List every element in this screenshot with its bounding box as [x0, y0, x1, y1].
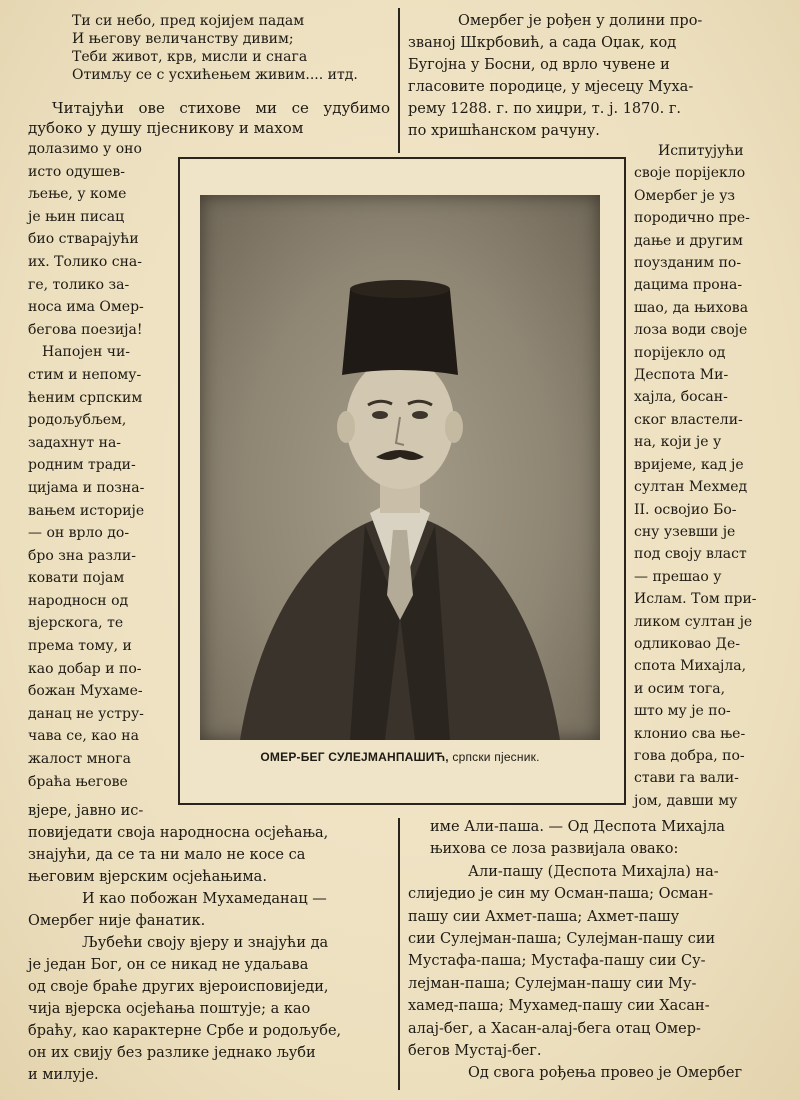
text-line: лоза води своје	[634, 322, 748, 339]
poem-line: Ти си небо, пред којијем падам	[72, 13, 305, 29]
text-line: Бугојна у Босни, од врло чувене и	[408, 57, 670, 73]
column-rule-top	[398, 8, 400, 153]
text-line: спота Михајла,	[634, 658, 747, 675]
text-line: чава се, као на	[28, 728, 139, 745]
text-line: стави га вали-	[634, 770, 739, 787]
text-line: бегов Мустај-бег.	[408, 1043, 542, 1060]
text-line: Читајући ове стихове ми се удубимо дубоко у душу пјесникову и махом	[28, 99, 390, 137]
text-line: Ислам. Том при-	[634, 591, 757, 608]
text-line: лејман-паша; Сулејман-пашу сии Му-	[408, 975, 697, 992]
portrait-illustration	[200, 195, 600, 740]
text-line: И као побожан Мухамеданац —	[82, 891, 327, 907]
text-line: — он врло до-	[28, 525, 130, 542]
caption-name: ОМЕР-БЕГ СУЛЕЈМАНПАШИЋ,	[260, 750, 449, 764]
text-line: што му је по-	[634, 703, 731, 720]
text-line: данац не устру-	[28, 705, 144, 722]
text-line: ликом султан је	[634, 613, 753, 630]
text-line: порijекло од	[634, 344, 726, 361]
text-line: Омербег није фанатик.	[28, 913, 206, 929]
text-line: браћа његове	[28, 773, 128, 790]
text-line: Деспота Ми-	[634, 367, 729, 384]
text-line: задахнут на-	[28, 434, 122, 451]
text-line: Омербег је уз	[634, 187, 736, 204]
caption-role: српски пјесник.	[452, 750, 540, 764]
text-line: био стварајући	[28, 231, 139, 248]
text-line: његовим вјерским осјећањима.	[28, 869, 267, 885]
text-line: поузданим по-	[634, 255, 742, 272]
text-line: и осим тога,	[634, 680, 726, 697]
portrait-photo	[200, 195, 600, 740]
text-line: Али-пашу (Деспота Михајла) на-	[468, 863, 719, 880]
text-line: хајла, босан-	[634, 389, 728, 406]
text-line: дацима прона-	[634, 277, 743, 294]
text-line: своје порijекло	[634, 165, 746, 182]
text-line: Љубећи своју вјеру и знајући да	[82, 935, 329, 951]
text-line: дање и другим	[634, 232, 743, 249]
text-line: њихова се лоза развијала овако:	[430, 841, 679, 858]
poem-block	[72, 12, 392, 84]
text-line: бро зна разли-	[28, 547, 136, 564]
text-line: жалост многа	[28, 751, 131, 768]
text-line: вјере, јавно ис-	[28, 803, 144, 819]
text-line: породично пре-	[634, 210, 750, 227]
text-line: рему 1288. г. по хиџри, т. ј. 1870. г.	[408, 101, 682, 117]
text-line: ге, толико за-	[28, 276, 130, 293]
text-line: хамед-паша; Мухамед-пашу сии Хасан-	[408, 998, 710, 1015]
column-rule-bottom	[398, 818, 400, 1090]
text-line: по хришћанском рачуну.	[408, 123, 600, 139]
text-line: је њин писац	[28, 208, 125, 225]
text-line: вријеме, кад је	[634, 456, 744, 473]
text-line: слиједио је син му Осман-паша; Осман-	[408, 886, 714, 903]
text-line: ског властели-	[634, 411, 743, 428]
text-line: Напојен чи-	[42, 344, 131, 361]
text-line: Од свога рођења провео је Омербег	[468, 1065, 743, 1082]
text-line: долазимо у оно	[28, 141, 142, 157]
text-line: и милује.	[28, 1067, 99, 1083]
text-line: ћеним српским	[28, 389, 143, 406]
right-top-paragraph	[408, 10, 784, 142]
poem-line: И његову величанству дивим;	[72, 31, 294, 47]
text-line: стим и непому-	[28, 366, 142, 383]
right-narrow-column	[634, 140, 784, 812]
text-line: Омербег је рођен у долини про-	[458, 13, 703, 29]
text-line: званој Шкрбовић, а сада Оџак, код	[408, 35, 677, 51]
text-line: божан Мухаме-	[28, 683, 143, 700]
text-line: име Али-паша. — Од Деспота Михајла	[430, 819, 725, 835]
text-line: Испитујући	[658, 143, 744, 159]
text-line: клонио сва ње-	[634, 725, 746, 742]
text-line: према тому, и	[28, 638, 132, 655]
text-line: сии Сулејман-паша; Сулејман-пашу сии	[408, 931, 716, 948]
text-line: султан Мехмед	[634, 479, 748, 496]
left-bottom-section	[28, 800, 392, 1086]
text-line: II. освојио Бо-	[634, 501, 737, 518]
text-line: вјерскога, те	[28, 615, 124, 632]
text-line: повиједати своја народносна осјећања,	[28, 825, 329, 841]
text-line: их. Толико сна-	[28, 253, 142, 270]
text-line: он их свију без разлике једнако љуби	[28, 1045, 316, 1061]
text-line: од своје браће других вјероисповиједи,	[28, 979, 329, 995]
text-line: пашу сии Ахмет-паша; Ахмет-пашу	[408, 908, 680, 925]
text-line: народносн од	[28, 592, 129, 609]
text-line: вањем историје	[28, 502, 145, 519]
text-line: знајући, да се та ни мало не косе са	[28, 847, 306, 863]
text-line: исто одушев-	[28, 163, 125, 180]
left-narrow-column	[28, 138, 172, 793]
poem-line: Теби живот, крв, мисли и снага	[72, 49, 308, 65]
text-line: шао, да њихова	[634, 299, 749, 316]
text-line: ковати појам	[28, 570, 125, 587]
text-line: на, који је у	[634, 434, 722, 451]
text-line: јом, давши му	[634, 792, 738, 809]
text-line: чија вјерска осјећања поштује; а као	[28, 1001, 311, 1017]
text-line: родољубљем,	[28, 412, 127, 429]
right-bottom-section	[408, 816, 784, 1085]
text-line: носа има Омер-	[28, 299, 144, 316]
text-line: сну узевши је	[634, 523, 736, 540]
text-line: под своју власт	[634, 546, 747, 563]
text-line: као добар и по-	[28, 660, 142, 677]
text-line: је један Бог, он се никад не удаљава	[28, 957, 309, 973]
portrait-caption	[200, 750, 600, 764]
left-intro-paragraph	[28, 98, 390, 138]
text-line: одликовао Де-	[634, 635, 740, 652]
text-line: гласовите породице, у мјесецу Муха-	[408, 79, 694, 95]
text-line: алај-бег, а Хасан-алај-бега отац Омер-	[408, 1020, 701, 1037]
text-line: браћу, као карактерне Србе и родољубе,	[28, 1023, 342, 1039]
poem-line: Отимљу се с усхићењем живим.... итд.	[72, 67, 358, 83]
text-line: — прешао у	[634, 568, 722, 585]
text-line: љење, у коме	[28, 186, 127, 203]
text-line: бегова поезија!	[28, 321, 143, 338]
text-line: Мустафа-паша; Мустафа-пашу сии Су-	[408, 953, 706, 970]
text-line: цијама и позна-	[28, 479, 145, 496]
text-line: родним тради-	[28, 457, 136, 474]
text-line: гова добра, по-	[634, 747, 745, 764]
